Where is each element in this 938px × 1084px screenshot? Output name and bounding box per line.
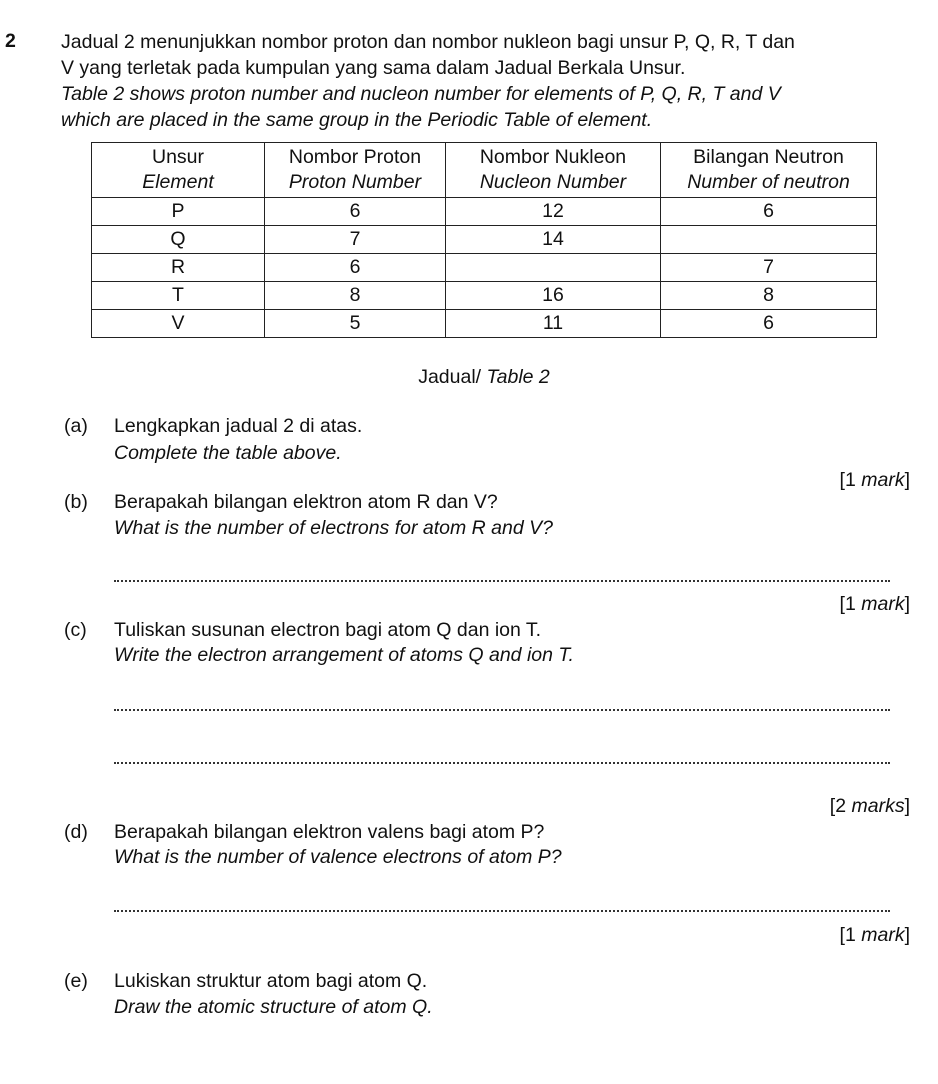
table-row (92, 282, 877, 310)
mark-word: marks (851, 795, 905, 817)
cell-nucleon-blank[interactable] (446, 254, 661, 282)
mark-end: ] (904, 593, 910, 615)
answer-line-c-1[interactable] (114, 709, 890, 711)
question-d-label: (d) (64, 821, 88, 843)
cell-proton: 5 (265, 310, 446, 338)
table-row (92, 254, 877, 282)
cell-nucleon: 12 (446, 198, 661, 226)
cell-proton: 8 (265, 282, 446, 310)
header-element (92, 143, 265, 198)
question-b-en: What is the number of electrons for atom R and V? (114, 517, 553, 539)
mark-num: [1 (839, 593, 862, 615)
header-en: Element (142, 171, 214, 193)
question-a-label: (a) (64, 415, 88, 437)
mark-num: [1 (839, 924, 862, 946)
question-d-ms: Berapakah bilangan elektron valens bagi atom P? (114, 821, 545, 843)
cell-neutron-blank[interactable] (661, 226, 877, 254)
cell-neutron: 6 (661, 198, 877, 226)
element-table (91, 142, 877, 338)
answer-line-b[interactable] (114, 580, 890, 582)
question-d-mark (840, 924, 910, 947)
question-c-ms: Tuliskan susunan electron bagi atom Q dan ion T. (114, 619, 542, 641)
table-caption (0, 366, 938, 389)
answer-line-d[interactable] (114, 910, 890, 912)
header-en: Proton Number (288, 171, 422, 193)
question-a-ms: Lengkapkan jadual 2 di atas. (114, 415, 363, 437)
cell-element: T (92, 282, 265, 310)
mark-end: ] (904, 469, 910, 491)
question-b-label: (b) (64, 491, 88, 513)
question-c-label: (c) (64, 619, 87, 641)
intro-en-line1: Table 2 shows proton number and nucleon number for elements of P, Q, R, T and V (61, 83, 781, 105)
question-e-ms: Lukiskan struktur atom bagi atom Q. (114, 970, 428, 992)
question-number: 2 (5, 30, 16, 52)
cell-element: V (92, 310, 265, 338)
cell-element: P (92, 198, 265, 226)
question-b-mark (840, 593, 910, 616)
table-row (92, 198, 877, 226)
cell-proton: 6 (265, 254, 446, 282)
intro-ms-line1: Jadual 2 menunjukkan nombor proton dan nombor nukleon bagi unsur P, Q, R, T dan (61, 31, 795, 53)
question-a-mark (840, 469, 910, 492)
header-en: Number of neutron (687, 171, 850, 193)
intro-ms-line2: V yang terletak pada kumpulan yang sama dalam Jadual Berkala Unsur. (61, 57, 686, 79)
question-e-label: (e) (64, 970, 88, 992)
cell-neutron: 8 (661, 282, 877, 310)
header-ms: Nombor Nukleon (479, 146, 627, 168)
mark-word: mark (861, 593, 905, 615)
cell-nucleon: 11 (446, 310, 661, 338)
question-b-ms: Berapakah bilangan elektron atom R dan V? (114, 491, 498, 513)
mark-end: ] (904, 924, 910, 946)
question-e-en: Draw the atomic structure of atom Q. (114, 996, 433, 1018)
question-c-mark (830, 795, 910, 818)
mark-end: ] (904, 795, 910, 817)
table-header-row (92, 143, 877, 198)
cell-proton: 7 (265, 226, 446, 254)
mark-num: [1 (839, 469, 862, 491)
caption-ms: Jadual/ (418, 366, 482, 388)
table-row (92, 226, 877, 254)
header-ms: Bilangan Neutron (693, 146, 844, 168)
header-en: Nucleon Number (479, 171, 627, 193)
header-proton-number (265, 143, 446, 198)
cell-nucleon: 14 (446, 226, 661, 254)
cell-element: Q (92, 226, 265, 254)
header-ms: Nombor Proton (288, 146, 422, 168)
cell-element: R (92, 254, 265, 282)
cell-neutron: 6 (661, 310, 877, 338)
table-row (92, 310, 877, 338)
question-a-en: Complete the table above. (114, 442, 342, 464)
question-c-en: Write the electron arrangement of atoms Q and ion T. (114, 644, 574, 666)
cell-proton: 6 (265, 198, 446, 226)
answer-line-c-2[interactable] (114, 762, 890, 764)
header-ms: Unsur (151, 146, 205, 168)
caption-en: Table 2 (486, 366, 550, 388)
cell-nucleon: 16 (446, 282, 661, 310)
mark-word: mark (861, 924, 905, 946)
mark-word: mark (861, 469, 905, 491)
mark-num: [2 (829, 795, 852, 817)
intro-en-line2: which are placed in the same group in the Periodic Table of element. (61, 109, 653, 131)
header-nucleon-number (446, 143, 661, 198)
question-d-en: What is the number of valence electrons of atom P? (114, 846, 562, 868)
header-neutron-number (661, 143, 877, 198)
cell-neutron: 7 (661, 254, 877, 282)
